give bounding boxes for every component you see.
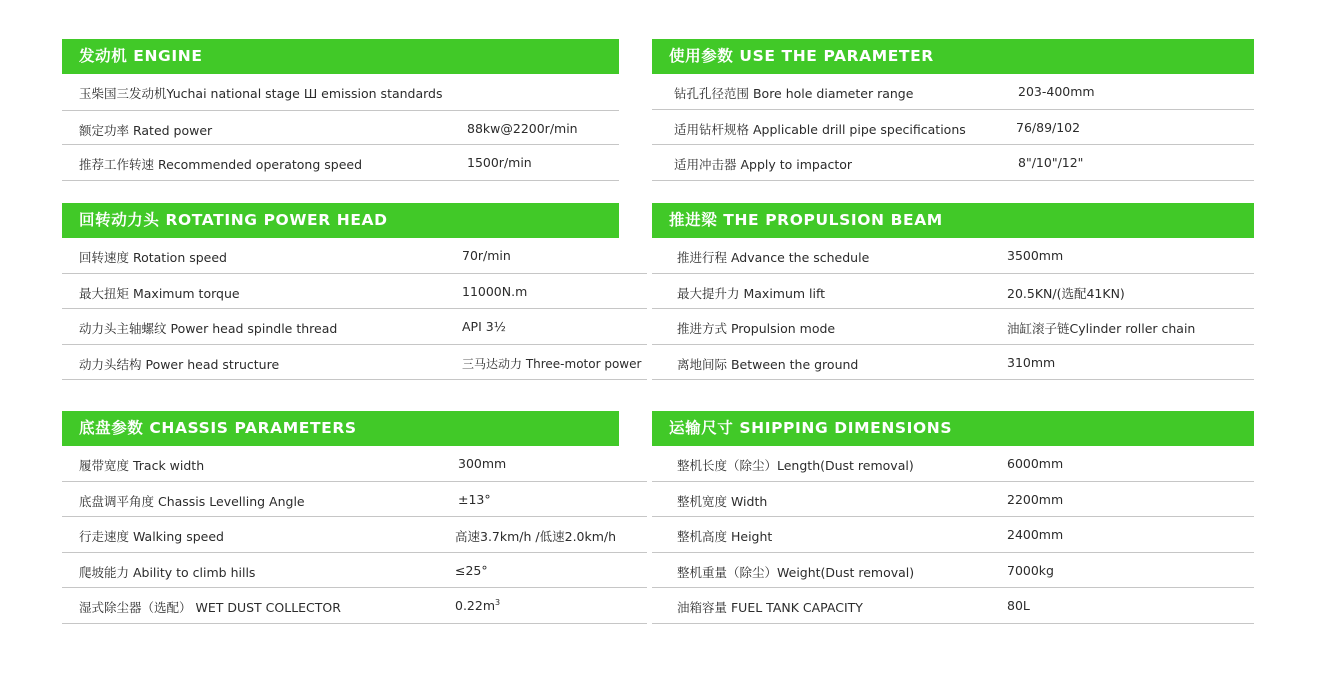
spec-label: 额定功率 Rated power [79,122,213,138]
table-row [62,446,647,482]
spec-value: 三马达动力 Three-motor power [462,356,642,371]
spec-value: 80L [1007,598,1030,613]
table-row [652,145,1254,181]
spec-label: 湿式除尘器（选配） WET DUST COLLECTOR [79,600,341,615]
spec-value-text: 0.22m [455,598,496,614]
table-row [652,482,1254,518]
table-row [652,345,1254,381]
propulsion-header: 推进梁 THE PROPULSION BEAM [652,203,1254,238]
parameter-section [652,39,1254,181]
spec-label: 最大提升力 Maximum lift [677,285,826,301]
spec-value: 7000kg [1007,562,1054,578]
table-row [62,482,647,518]
table-row [62,345,647,381]
spec-value: 76/89/102 [1016,119,1081,135]
spec-value: 300mm [458,456,507,471]
spec-value: 6000mm [1007,456,1064,471]
spec-label: 整机高度 Height [677,529,773,544]
table-row [62,588,647,624]
propulsion-section [652,203,1254,380]
table-row [62,309,647,345]
spec-value-superscript: 3 [495,598,501,607]
spec-value: 20.5KN/(选配41KN) [1007,285,1125,301]
power-head-header: 回转动力头 ROTATING POWER HEAD [62,203,619,238]
spec-label: 适用冲击器 Apply to impactor [674,157,853,172]
spec-label: 履带宽度 Track width [79,458,205,473]
table-row [652,588,1254,624]
spec-value: 高速3.7km/h /低速2.0km/h [455,529,617,544]
spec-value: 11000N.m [462,283,528,299]
table-row [652,309,1254,345]
spec-value: 310mm [1007,354,1056,370]
table-row [62,274,647,310]
spec-label: 动力头结构 Power head structure [79,356,280,372]
spec-value: 2400mm [1007,527,1064,542]
table-row [652,238,1254,274]
spec-label: 回转速度 Rotation speed [79,250,227,265]
chassis-header: 底盘参数 CHASSIS PARAMETERS [62,411,619,446]
table-row [652,110,1254,146]
spec-value: 油缸滚子链Cylinder roller chain [1007,321,1196,336]
spec-value: API 3½ [462,319,506,334]
table-row [652,74,1254,110]
spec-label: 整机宽度 Width [677,493,768,509]
spec-value: 88kw@2200r/min [467,120,578,136]
spec-label: 推进方式 Propulsion mode [677,321,836,336]
table-row [62,517,647,553]
spec-label: 钻孔孔径范围 Bore hole diameter range [674,86,914,101]
engine-header: 发动机 ENGINE [62,39,619,74]
parameter-header: 使用参数 USE THE PARAMETER [652,39,1254,74]
spec-label: 整机重量（除尘）Weight(Dust removal) [677,564,915,580]
table-row [652,274,1254,310]
spec-label: 玉柴国三发动机Yuchai national stage Ш emission standards [79,86,443,101]
spec-label: 动力头主轴螺纹 Power head spindle thread [79,321,338,336]
table-row [652,446,1254,482]
table-row [62,145,619,181]
spec-label: 离地间际 Between the ground [677,356,859,372]
table-row [62,110,619,146]
spec-value: 2200mm [1007,491,1064,507]
spec-value: ≤25° [455,562,488,578]
spec-label: 推荐工作转速 Recommended operatong speed [79,157,363,172]
spec-value: 8"/10"/12" [1018,155,1084,170]
spec-label: 行走速度 Walking speed [79,529,224,544]
shipping-section [652,411,1254,624]
spec-value: ±13° [458,491,491,507]
table-row [62,238,647,274]
shipping-header: 运输尺寸 SHIPPING DIMENSIONS [652,411,1254,446]
chassis-section [62,411,647,624]
table-row [652,553,1254,589]
spec-value: 70r/min [462,248,511,263]
table-row [62,553,647,589]
spec-label: 油箱容量 FUEL TANK CAPACITY [677,600,863,615]
table-row [652,517,1254,553]
engine-section [62,39,619,181]
spec-value: 203-400mm [1018,84,1095,99]
spec-label: 整机长度（除尘）Length(Dust removal) [677,458,914,473]
spec-value: 3500mm [1007,248,1064,263]
table-row [62,74,619,110]
spec-label: 推进行程 Advance the schedule [677,250,870,265]
spec-label: 最大扭矩 Maximum torque [79,285,240,301]
spec-value: 1500r/min [467,155,532,170]
spec-label: 底盘调平角度 Chassis Levelling Angle [79,493,305,509]
spec-label: 爬坡能力 Ability to climb hills [79,564,256,580]
spec-value [455,598,500,613]
power-head-section [62,203,647,380]
spec-label: 适用钻杆规格 Applicable drill pipe specifications [674,121,966,137]
